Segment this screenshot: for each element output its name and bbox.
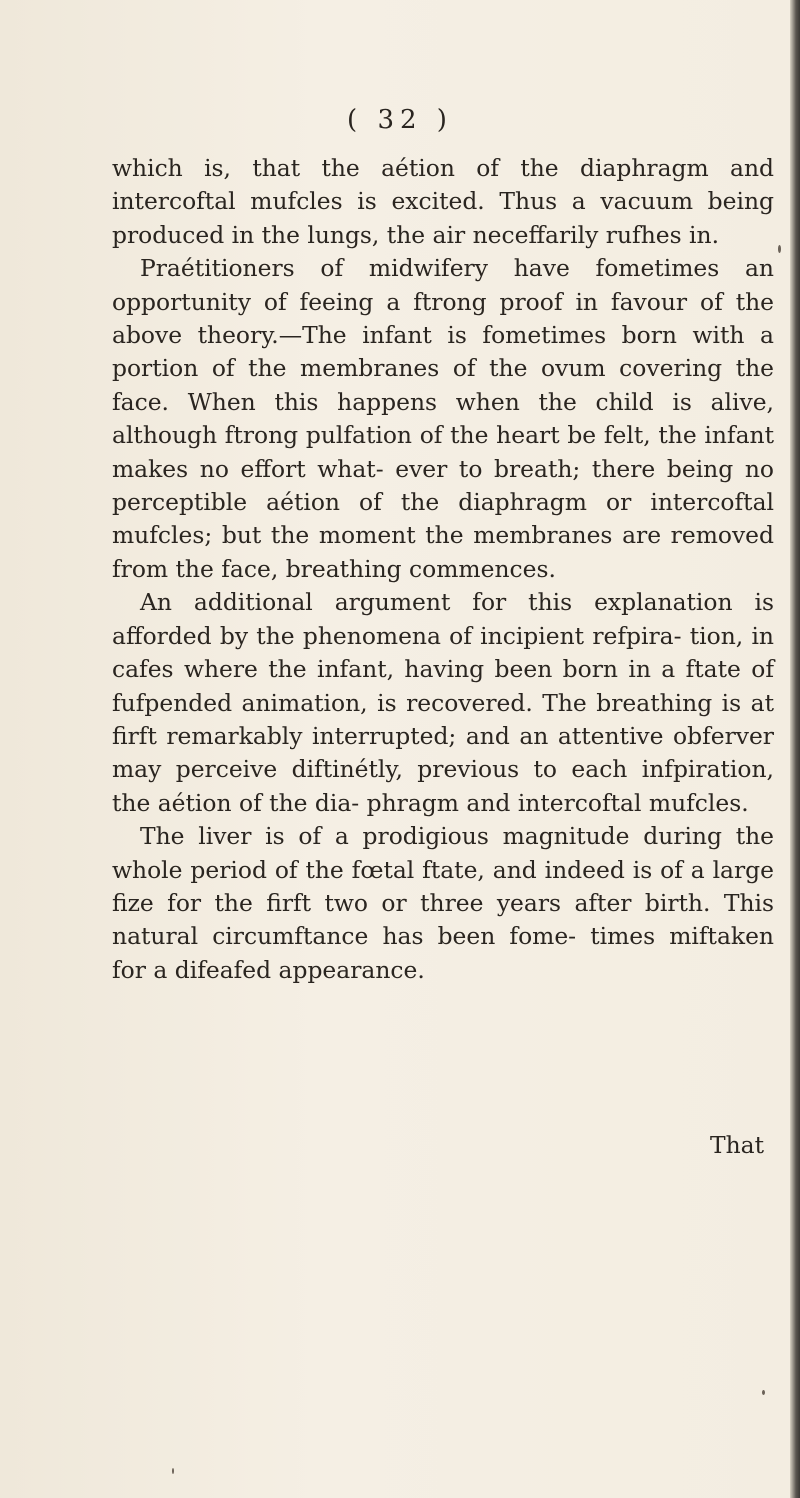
paragraph-1: which is, that the aétion of the diaphragm and intercoftal mufcles is excited. Thus a vacuum being produced in the lungs, the air neceffarily rufhes in. [112, 154, 774, 249]
ink-speck [762, 1390, 765, 1395]
body-text [112, 152, 774, 987]
page-edge-shadow [790, 0, 800, 1498]
ink-speck [778, 245, 781, 253]
paragraph-2: Praétitioners of midwifery have fometimes an opportunity of feeing a ftrong proof in favour of the above theory.—The infant is fometimes born with a portion of the membranes of the ovum covering the face. When this happens when the child is alive, although ftrong pulfation of the heart be felt, the infant makes no effort what- ever to breath; there being no perceptible aétion of the diaphragm or intercoftal mufcles; but the moment the membranes are removed from the face, breathing commences. [112, 254, 774, 583]
page-number: ( 32 ) [347, 105, 453, 135]
paragraph-3: An additional argument for this explanation is afforded by the phenomena of incipient refpira- tion, in cafes where the infant, having been born in a ftate of fufpended animation, is recovered. The breathing is at firft remarkably interrupted; and an attentive obferver may perceive diftinétly, previous to each infpiration, the aétion of the dia- phragm and intercoftal mufcles. [112, 588, 774, 817]
paragraph-4: The liver is of a prodigious magnitude during the whole period of the fœtal ftate, and indeed is of a large fize for the firft two or three years after birth. This natural circumftance has been fome- times miftaken for a difeafed appearance. [112, 822, 774, 984]
ink-speck [172, 1468, 174, 1474]
catchword: That [709, 1131, 764, 1159]
